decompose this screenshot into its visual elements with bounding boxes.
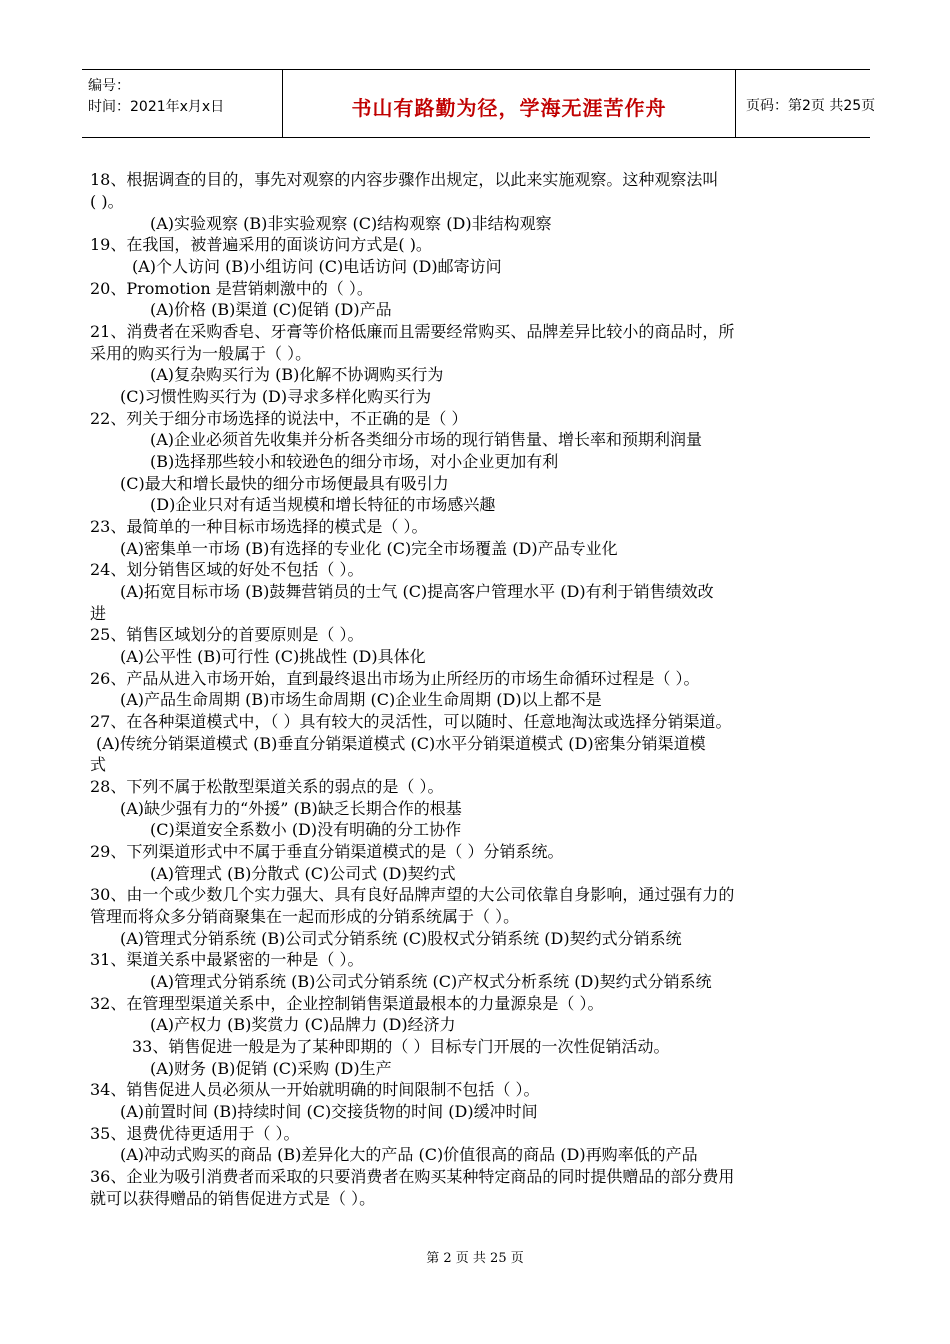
question-line: 36、企业为吸引消费者而采取的只要消费者在购买某种特定商品的同时提供赠品的部分费用 — [90, 1167, 735, 1186]
question-line: 管理而将众多分销商聚集在一起而形成的分销系统属于（ ）。 — [90, 907, 520, 926]
question-line: 32、在管理型渠道关系中，企业控制销售渠道最根本的力量源泉是（ ）。 — [90, 994, 604, 1013]
option-line: 式 — [90, 755, 107, 774]
question-line: 31、渠道关系中最紧密的一种是（ ）。 — [90, 950, 364, 969]
question-line: 24、划分销售区域的好处不包括（ ）。 — [90, 560, 364, 579]
question-line: 20、Promotion 是营销刺激中的（ ）。 — [90, 279, 373, 298]
question-line: 35、退费优待更适用于（ ）。 — [90, 1124, 300, 1143]
option-line: (A)管理式 (B)分散式 (C)公司式 (D)契约式 — [150, 864, 456, 883]
question-line: 采用的购买行为一般属于（ ）。 — [90, 344, 312, 363]
option-line: (A)实验观察 (B)非实验观察 (C)结构观察 (D)非结构观察 — [150, 214, 552, 233]
doc-time-label: 时间：2021年x月x日 — [88, 99, 225, 115]
footer-page-number: 第 2 页 共 25 页 — [426, 1251, 524, 1266]
option-line: (A)财务 (B)促销 (C)采购 (D)生产 — [150, 1059, 392, 1078]
option-line: (A)拓宽目标市场 (B)鼓舞营销员的士气 (C)提高客户管理水平 (D)有利于销售绩效改 — [120, 582, 714, 601]
option-line: (A)传统分销渠道模式 (B)垂直分销渠道模式 (C)水平分销渠道模式 (D)密集分销渠道模 — [96, 734, 706, 753]
option-line: (A)密集单一市场 (B)有选择的专业化 (C)完全市场覆盖 (D)产品专业化 — [120, 539, 618, 558]
option-line: (A)前置时间 (B)持续时间 (C)交接货物的时间 (D)缓冲时间 — [120, 1102, 538, 1121]
header-motto: 书山有路勤为径，学海无涯苦作舟 — [351, 96, 667, 120]
question-line: 18、根据调查的目的，事先对观察的内容步骤作出规定，以此来实施观察。这种观察法叫 — [90, 170, 719, 189]
option-line: (A)缺少强有力的“外援” (B)缺乏长期合作的根基 — [120, 799, 462, 818]
option-line: (A)个人访问 (B)小组访问 (C)电话访问 (D)邮寄访问 — [132, 257, 502, 276]
option-line: (C)渠道安全系数小 (D)没有明确的分工协作 — [150, 820, 462, 839]
question-line: 27、在各种渠道模式中，（ ）具有较大的灵活性，可以随时、任意地淘汰或选择分销渠道。 — [90, 712, 732, 731]
option-line: (A)管理式分销系统 (B)公司式分销系统 (C)股权式分销系统 (D)契约式分销系统 — [120, 929, 682, 948]
header-page-label: 页码：第2页 共25页 — [746, 98, 876, 114]
option-line: (A)管理式分销系统 (B)公司式分销系统 (C)产权式分析系统 (D)契约式分销系统 — [150, 972, 712, 991]
option-line: (D)企业只对有适当规模和增长特征的市场感兴趣 — [150, 495, 496, 514]
question-line: 28、下列不属于松散型渠道关系的弱点的是（ ）。 — [90, 777, 444, 796]
question-line: 25、销售区域划分的首要原则是（ ）。 — [90, 625, 364, 644]
question-line: ( )。 — [90, 192, 124, 211]
option-line: (C)最大和增长最快的细分市场便最具有吸引力 — [120, 474, 449, 493]
question-line: 21、消费者在采购香皂、牙膏等价格低廉而且需要经常购买、品牌差异比较小的商品时，所 — [90, 322, 735, 341]
option-line: (A)产品生命周期 (B)市场生命周期 (C)企业生命周期 (D)以上都不是 — [120, 690, 602, 709]
question-line: 34、销售促进人员必须从一开始就明确的时间限制不包括（ ）。 — [90, 1080, 540, 1099]
option-line: (A)价格 (B)渠道 (C)促销 (D)产品 — [150, 300, 392, 319]
question-line: 30、由一个或少数几个实力强大、具有良好品牌声望的大公司依靠自身影响，通过强有力的 — [90, 885, 735, 904]
option-line: (A)复杂购买行为 (B)化解不协调购买行为 — [150, 365, 444, 384]
question-line: 19、在我国，被普遍采用的面谈访问方式是( )。 — [90, 235, 432, 254]
option-line: (C)习惯性购买行为 (D)寻求多样化购买行为 — [120, 387, 432, 406]
question-line: 29、下列渠道形式中不属于垂直分销渠道模式的是（ ）分销系统。 — [90, 842, 564, 861]
option-line: (A)公平性 (B)可行性 (C)挑战性 (D)具体化 — [120, 647, 426, 666]
question-line: 26、产品从进入市场开始，直到最终退出市场为止所经历的市场生命循环过程是（ ）。 — [90, 669, 700, 688]
question-line: 33、销售促进一般是为了某种即期的（ ）目标专门开展的一次性促销活动。 — [132, 1037, 670, 1056]
option-line: (A)冲动式购买的商品 (B)差异化大的产品 (C)价值很高的商品 (D)再购率低的产品 — [120, 1145, 698, 1164]
option-line: (B)选择那些较小和较逊色的细分市场，对小企业更加有利 — [150, 452, 559, 471]
question-line: 22、列关于细分市场选择的说法中，不正确的是（ ） — [90, 409, 468, 428]
option-line: (A)产权力 (B)奖赏力 (C)品牌力 (D)经济力 — [150, 1015, 456, 1034]
question-line: 就可以获得赠品的销售促进方式是（ ）。 — [90, 1189, 376, 1208]
question-line: 23、最简单的一种目标市场选择的模式是（ ）。 — [90, 517, 428, 536]
option-line: 进 — [90, 604, 107, 623]
option-line: (A)企业必须首先收集并分析各类细分市场的现行销售量、增长率和预期利润量 — [150, 430, 703, 449]
doc-number-label: 编号： — [88, 78, 130, 94]
